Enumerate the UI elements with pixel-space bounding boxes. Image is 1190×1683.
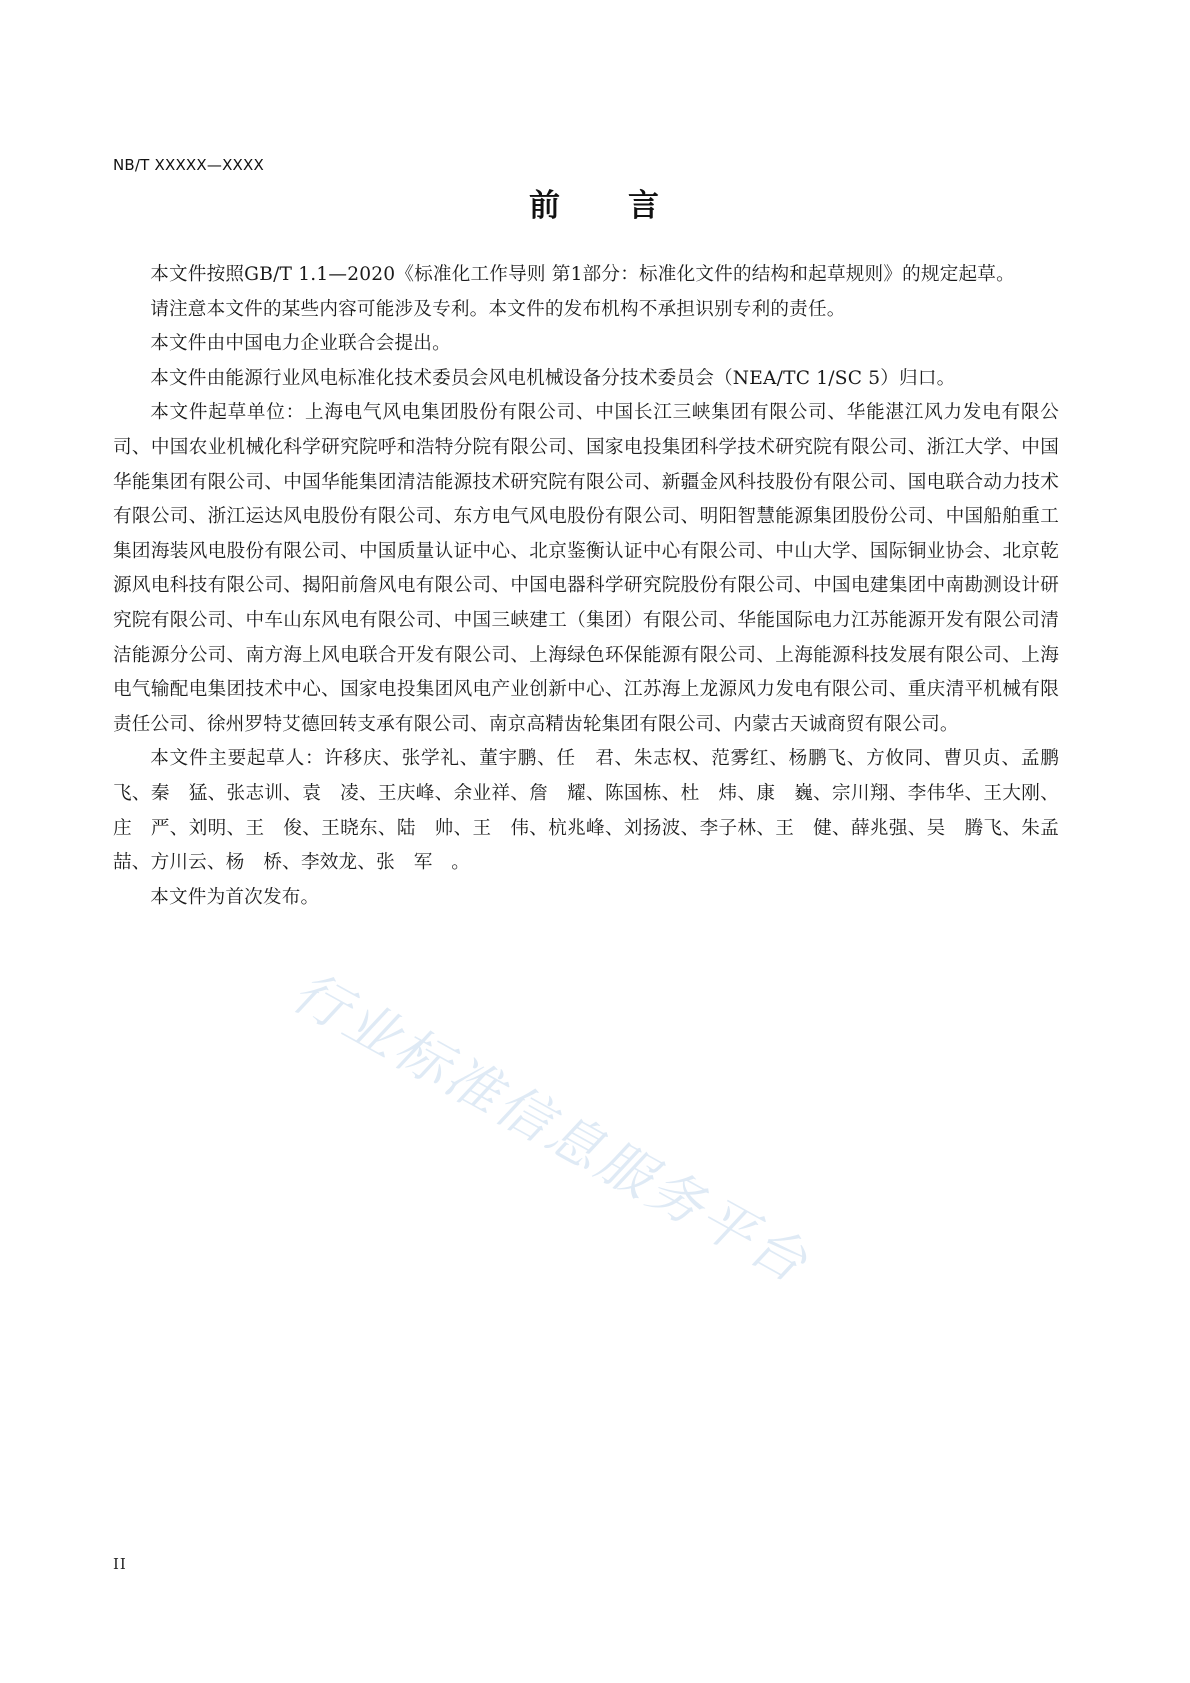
document-code: NB/T XXXXX—XXXX bbox=[113, 156, 264, 174]
paragraph-proposer: 本文件由中国电力企业联合会提出。 bbox=[150, 333, 451, 355]
paragraph-first-release: 本文件为首次发布。 bbox=[150, 886, 320, 908]
page-number: II bbox=[113, 1555, 127, 1573]
paragraph-patent-notice: 请注意本文件的某些内容可能涉及专利。本文件的发布机构不承担识别专利的责任。 bbox=[150, 298, 846, 320]
page-title: 前 言 bbox=[529, 188, 661, 224]
paragraph-committee: 本文件由能源行业风电标准化技术委员会风电机械设备分技术委员会（NEA/TC 1/SC 5）归口。 bbox=[150, 367, 956, 389]
paragraph-drafting-rules: 本文件按照GB/T 1.1—2020《标准化工作导则 第1部分：标准化文件的结构和起草规则》的规定起草。 bbox=[150, 264, 1015, 285]
paragraph-drafting-units: 本文件起草单位：上海电气风电集团股份有限公司、中国长江三峡集团有限公司、华能湛江风力发电有限公司、中国农业机械化科学研究院呼和浩特分院有限公司、国家电投集团科学技术研究院有限公司、浙江大学、中国华能集团有限公司、中国华能集团清洁能源技术研究院有限公司、新疆金风科技股份有限公司、国电联合动力技术有限公司、浙江运达风电股份有限公司、东方电气风电股份有限公司、明阳智慧能源集团股份公司、中国船舶重工集团海装风电股份有限公司、中国质量认证中心、北京鉴衡认证中心有限公司、中山大学、国际铜业协会、北京乾源风电科技有限公司、揭阳前詹风电有限公司、中国电器科学研究院股份有限公司、中国电建集团中南勘测设计研究院有限公司、中车山东风电有限公司、中国三峡建工（集团）有限公司、华能国际电力江苏能源开发有限公司清洁能源分公司、南方海上风电联合开发有限公司、上海绿色环保能源有限公司、上海能源科技发展有限公司、上海电气输配电集团技术中心、国家电投集团风电产业创新中心、江苏海上龙源风力发电有限公司、重庆清平机械有限责任公司、徐州罗特艾德回转支承有限公司、南京高精齿轮集团有限公司、内蒙古天诚商贸有限公司。 bbox=[113, 402, 1059, 735]
foreword-body bbox=[113, 258, 1059, 915]
watermark: 行业标准信息服务平台 bbox=[282, 959, 820, 1296]
paragraph-drafters: 本文件主要起草人：许移庆、张学礼、董宇鹏、任 君、朱志权、范雾红、杨鹏飞、方攸同、曹贝贞、孟鹏飞、秦 猛、张志训、袁 凌、王庆峰、余业祥、詹 耀、陈国栋、杜 炜、康 巍、宗川翔、李伟华、王大刚、庄 严、刘明、王 俊、王晓东、陆 帅、王 伟、杭兆峰、刘扬波、李子林、王 健、薛兆强、吴 腾飞、朱孟喆、方川云、杨 桥、李效龙、张 军 。 bbox=[113, 748, 1059, 874]
